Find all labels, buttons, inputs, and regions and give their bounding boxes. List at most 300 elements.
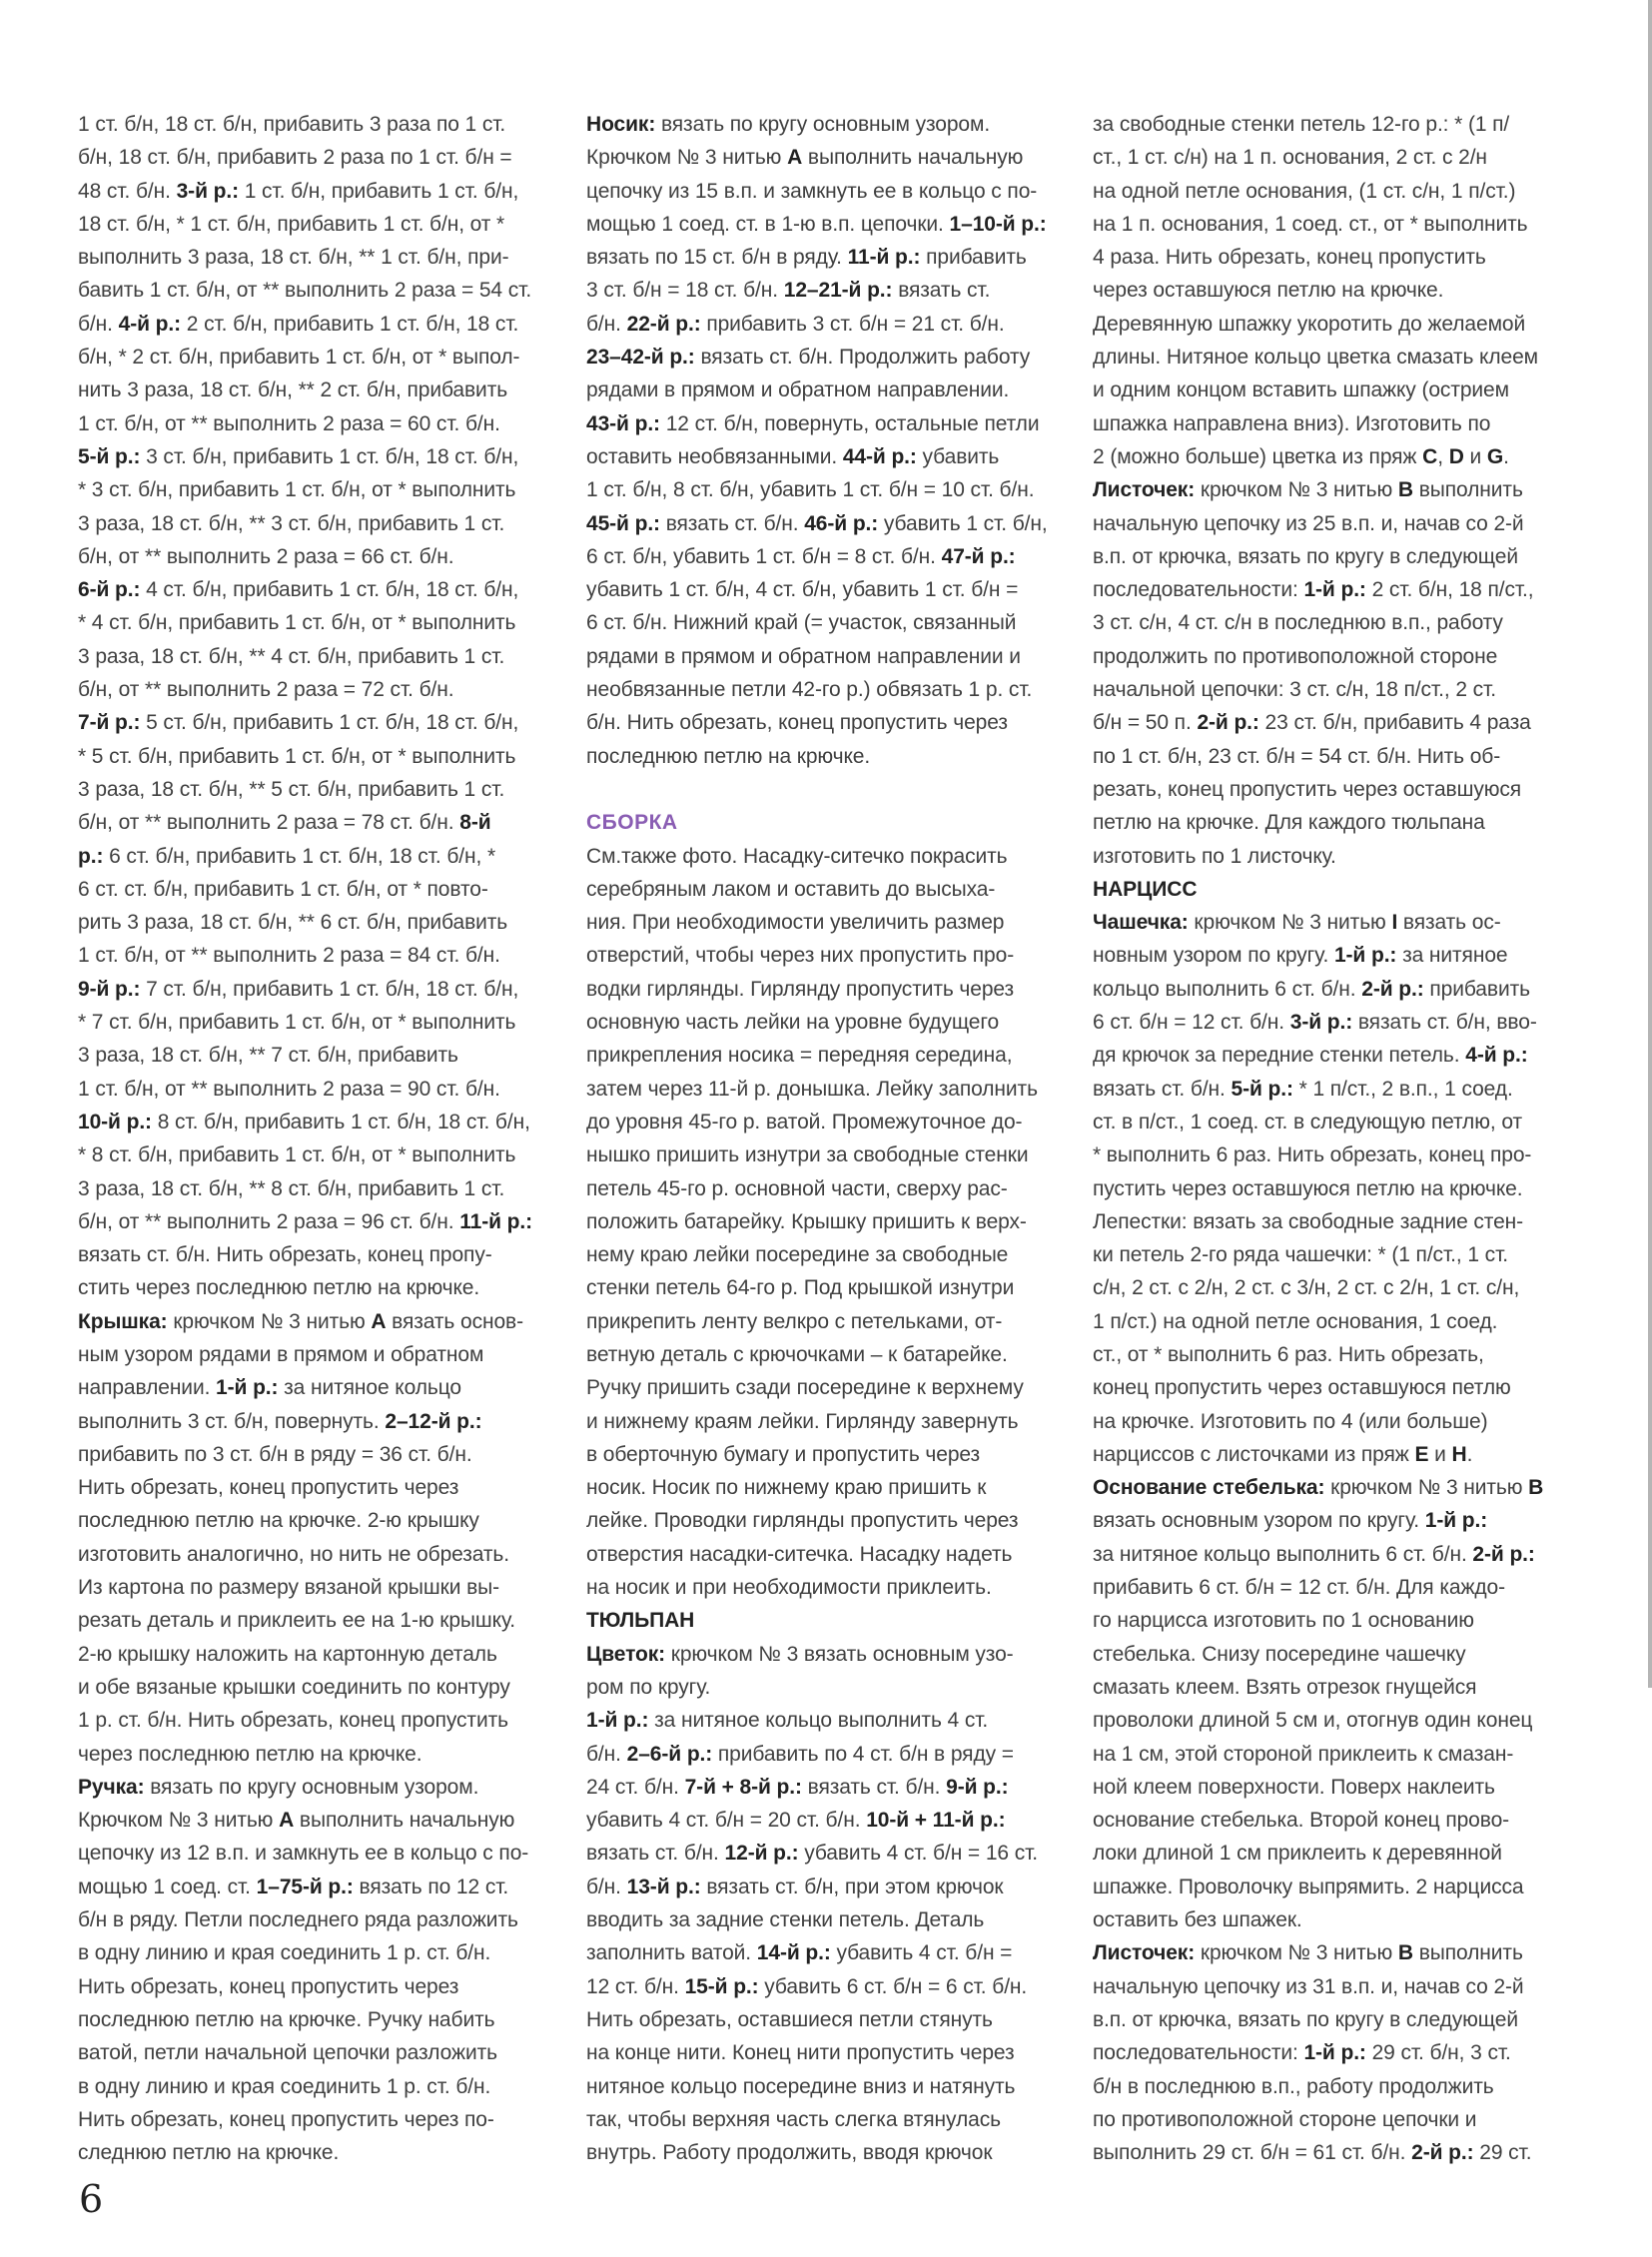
body-text: 3 раза, 18 ст. б/н, ** 8 ст. б/н, прибавить 1 ст. <box>78 1176 505 1200</box>
body-text: б/н, от ** выполнить 2 раза = 72 ст. б/н. <box>78 678 454 702</box>
body-text: лейке. Проводки гирлянды пропустить через <box>586 1509 1019 1533</box>
body-text: последовательности: <box>1093 578 1304 602</box>
body-text: крючком № 3 нитью <box>1324 1476 1529 1500</box>
text-line <box>586 2070 1076 2103</box>
text-line <box>78 2070 567 2103</box>
bold-label: 3-й р.: <box>176 179 239 203</box>
text-line <box>586 274 1076 307</box>
text-line <box>78 274 567 307</box>
bold-label: 5-й р.: <box>78 444 141 468</box>
body-text: на крючке. Изготовить по 4 (или больше) <box>1093 1409 1488 1433</box>
body-text: 24 ст. б/н. <box>586 1775 685 1799</box>
bold-label: 11-й р.: <box>847 246 921 270</box>
bold-label: 12–21-й р.: <box>783 279 893 303</box>
body-text: Ручку пришить сзади посередине к верхнему <box>586 1376 1024 1400</box>
text-line <box>1093 1073 1582 1106</box>
body-text: вязать по 12 ст. <box>353 1875 509 1898</box>
text-line <box>78 1039 567 1072</box>
body-text: б/н в ряду. Петли последнего ряда разложить <box>78 1908 518 1932</box>
body-text: вязать ст. б/н, при этом крючок <box>700 1875 1004 1898</box>
text-line <box>586 806 1076 839</box>
body-text: 4 ст. б/н, прибавить 1 ст. б/н, 18 ст. б/н, <box>140 578 519 602</box>
body-text: последнюю петлю на крючке. 2-ю крышку <box>78 1509 479 1533</box>
bold-label: A <box>371 1309 387 1333</box>
body-text: Нить обрезать, конец пропустить через <box>78 1974 459 1998</box>
section-heading: СБОРКА <box>586 811 678 835</box>
bold-label: 1-й р.: <box>1303 2041 1366 2065</box>
text-line <box>1093 1936 1582 1969</box>
text-line <box>586 973 1076 1006</box>
text-line <box>586 673 1076 706</box>
body-text: 4 раза. Нить обрезать, конец пропустить <box>1093 246 1486 270</box>
text-line <box>586 740 1076 773</box>
body-text: 3 ст. б/н = 18 ст. б/н. <box>586 279 784 303</box>
body-text: до уровня 45-го р. ватой. Промежуточное до- <box>586 1110 1023 1133</box>
text-line <box>586 573 1076 606</box>
body-text: последнюю петлю на крючке. <box>586 744 871 768</box>
body-text: ки петель 2-го ряда чашечки: * (1 п/ст., 1 ст. <box>1093 1243 1508 1267</box>
text-line <box>78 773 567 806</box>
bold-label: Листочек: <box>1093 478 1196 502</box>
body-text: продолжить по противоположной стороне <box>1093 644 1498 668</box>
body-text: и <box>1428 1442 1452 1466</box>
body-text: выполнить 29 ст. б/н = 61 ст. б/н. <box>1093 2141 1412 2165</box>
body-text: прибавить по 4 ст. б/н в ряду = <box>712 1742 1014 1766</box>
body-text: петель 45-го р. основной части, сверху рас- <box>586 1176 1008 1200</box>
bold-label: Чашечка: <box>1093 911 1189 935</box>
bold-label: C <box>1422 444 1438 468</box>
bold-label: B <box>1397 1941 1413 1965</box>
text-line <box>586 2136 1076 2169</box>
text-line <box>78 241 567 274</box>
text-line <box>1093 2070 1582 2103</box>
body-text: отверстий, чтобы через них пропустить про- <box>586 944 1015 968</box>
text-line <box>1093 108 1582 141</box>
text-line <box>1093 973 1582 1006</box>
body-text: рядами в прямом и обратном направлении. <box>586 378 1010 402</box>
body-text: б/н. <box>586 1742 627 1766</box>
bold-label: НАРЦИСС <box>1093 877 1198 901</box>
bold-label: 13-й р.: <box>626 1875 701 1898</box>
text-line <box>586 1837 1076 1870</box>
body-text: убавить 1 ст. б/н, <box>878 511 1048 535</box>
body-text: 3 раза, 18 ст. б/н, ** 3 ст. б/н, прибавить 1 ст. <box>78 511 505 535</box>
body-text: Нить обрезать, конец пропустить через по- <box>78 2107 494 2131</box>
text-line <box>1093 673 1582 706</box>
body-text: 5 ст. б/н, прибавить 1 ст. б/н, 18 ст. б/н, <box>140 711 519 735</box>
bold-label: 2-й р.: <box>1411 2141 1474 2165</box>
body-text: в оберточную бумагу и пропустить через <box>586 1442 981 1466</box>
body-text: ния. При необходимости увеличить размер <box>586 911 1005 935</box>
text-line <box>1093 341 1582 374</box>
text-line <box>1093 1704 1582 1737</box>
text-line <box>586 175 1076 208</box>
text-column-middle <box>586 108 1076 2169</box>
body-text: Крючком № 3 нитью <box>586 146 788 170</box>
text-line <box>1093 1106 1582 1138</box>
body-text: вязать ст. б/н. Нить обрезать, конец пропу- <box>78 1243 492 1267</box>
body-text: крючком № 3 нитью <box>1195 1941 1398 1965</box>
body-text: крючком № 3 нитью <box>167 1309 372 1333</box>
text-line <box>586 1039 1076 1072</box>
text-line <box>1093 308 1582 341</box>
text-line <box>1093 407 1582 440</box>
text-line <box>78 108 567 141</box>
text-line <box>1093 706 1582 739</box>
bold-label: 23–42-й р.: <box>586 346 695 370</box>
body-text: прикрепления носика = передняя середина, <box>586 1044 1013 1068</box>
bold-label: 1-й р.: <box>586 1709 649 1733</box>
body-text: См.также фото. Насадку-ситечко покрасить <box>586 844 1008 868</box>
text-line <box>586 1638 1076 1671</box>
text-line <box>1093 440 1582 473</box>
bold-label: 2-й р.: <box>1361 977 1424 1001</box>
body-text: на конце нити. Конец нити пропустить через <box>586 2041 1015 2065</box>
body-text: 7 ст. б/н, прибавить 1 ст. б/н, 18 ст. б/н, <box>140 977 519 1001</box>
body-text: . <box>1466 1442 1473 1466</box>
text-line <box>78 1738 567 1771</box>
body-text: Крючком № 3 нитью <box>78 1809 280 1833</box>
text-line <box>586 1871 1076 1903</box>
body-text: вязать ст. б/н, вво- <box>1352 1011 1537 1035</box>
text-line <box>1093 640 1582 673</box>
body-text: в.п. от крючка, вязать по кругу в следующей <box>1093 2007 1518 2031</box>
text-line <box>1093 1903 1582 1936</box>
text-line <box>1093 1604 1582 1637</box>
text-line <box>1093 2103 1582 2136</box>
text-line <box>1093 274 1582 307</box>
text-line <box>1093 1405 1582 1438</box>
text-line <box>1093 2003 1582 2036</box>
text-line <box>78 1106 567 1138</box>
body-text: серебряным лаком и оставить до высыха- <box>586 877 996 901</box>
text-line <box>1093 1538 1582 1571</box>
bold-label: 9-й р.: <box>946 1775 1009 1799</box>
body-text: * 4 ст. б/н, прибавить 1 ст. б/н, от * выполнить <box>78 611 516 635</box>
text-line <box>78 1504 567 1537</box>
bold-label: 11-й р.: <box>459 1209 533 1233</box>
body-text: нышко пришить изнутри за свободные стенки <box>586 1143 1029 1167</box>
body-text: 3 раза, 18 ст. б/н, ** 5 ст. б/н, прибавить 1 ст. <box>78 777 505 801</box>
text-line <box>586 241 1076 274</box>
body-text: вязать основ- <box>386 1309 523 1333</box>
body-text: нарциссов с листочками из пряж <box>1093 1442 1415 1466</box>
bold-label: Крышка: <box>78 1309 168 1333</box>
body-text: по 1 ст. б/н, 23 ст. б/н = 54 ст. б/н. Нить об- <box>1093 744 1501 768</box>
text-line <box>586 1238 1076 1271</box>
text-line <box>586 1271 1076 1304</box>
text-line <box>78 1371 567 1404</box>
body-text: кольцо выполнить 6 ст. б/н. <box>1093 977 1362 1001</box>
text-line <box>78 473 567 506</box>
text-line <box>78 2103 567 2136</box>
text-line <box>78 573 567 606</box>
body-text: 12 ст. б/н. <box>586 1974 685 1998</box>
text-line <box>78 1338 567 1371</box>
body-text: выполнить 3 раза, 18 ст. б/н, ** 1 ст. б/н, при- <box>78 246 509 270</box>
bold-label: 15-й р.: <box>684 1974 759 1998</box>
text-line <box>1093 773 1582 806</box>
text-line <box>1093 840 1582 873</box>
bold-label: 44-й р.: <box>842 444 917 468</box>
text-line <box>1093 175 1582 208</box>
text-line <box>78 740 567 773</box>
text-line <box>78 175 567 208</box>
text-line <box>78 1538 567 1571</box>
body-text: 3 ст. с/н, 4 ст. с/н в последнюю в.п., работу <box>1093 611 1503 635</box>
body-text: 1 п/ст.) на одной петле основания, 1 соед. <box>1093 1309 1498 1333</box>
body-text: Нить обрезать, оставшиеся петли стянуть <box>586 2007 993 2031</box>
text-line <box>78 1903 567 1936</box>
text-line <box>586 1338 1076 1371</box>
body-text: ным узором рядами в прямом и обратном <box>78 1342 484 1366</box>
body-text: шпажка направлена вниз). Изготовить по <box>1093 411 1491 435</box>
bold-label: 14-й р.: <box>756 1941 831 1965</box>
body-text: 29 ст. б/н, 3 ст. <box>1365 2041 1511 2065</box>
body-text: * выполнить 6 раз. Нить обрезать, конец про- <box>1093 1143 1532 1167</box>
body-text: ветную деталь с крючочками – к батарейке. <box>586 1342 1008 1366</box>
text-line <box>586 906 1076 939</box>
bold-label: 1-й р.: <box>1333 944 1397 968</box>
body-text: цепочку из 12 в.п. и замкнуть ее в кольцо с по- <box>78 1842 529 1866</box>
body-text: и обе вязаные крышки соединить по контуру <box>78 1675 510 1699</box>
body-text: б/н. <box>586 1875 627 1898</box>
text-line <box>586 1438 1076 1471</box>
body-text: изготовить по 1 листочку. <box>1093 844 1336 868</box>
bold-label: 1-й р.: <box>1424 1509 1488 1533</box>
bold-label: 9-й р.: <box>78 977 141 1001</box>
body-text: нему краю лейки посередине за свободные <box>586 1243 1009 1267</box>
bold-label: 1–10-й р.: <box>949 212 1047 236</box>
text-line <box>586 1903 1076 1936</box>
text-line <box>1093 1638 1582 1671</box>
body-text: ст. в п/ст., 1 соед. ст. в следующую петлю, от <box>1093 1110 1522 1133</box>
body-text: цепочку из 15 в.п. и замкнуть ее в кольцо с по- <box>586 179 1038 203</box>
text-line <box>586 640 1076 673</box>
body-text: конец пропустить через оставшуюся петлю <box>1093 1376 1511 1400</box>
body-text: нить 3 раза, 18 ст. б/н, ** 2 ст. б/н, прибавить <box>78 378 508 402</box>
body-text: Лепестки: вязать за свободные задние стен- <box>1093 1209 1524 1233</box>
body-text: в одну линию и края соединить 1 р. ст. б/н. <box>78 1941 491 1965</box>
text-line <box>1093 507 1582 540</box>
text-line <box>1093 1271 1582 1304</box>
text-line <box>78 1238 567 1271</box>
body-text: 12 ст. б/н, повернуть, остальные петли <box>659 411 1040 435</box>
body-text: последнюю петлю на крючке. Ручку набить <box>78 2007 495 2031</box>
body-text: выполнить начальную <box>294 1809 515 1833</box>
text-line <box>78 939 567 972</box>
body-text: на 1 п. основания, 1 соед. ст., от * выполнить <box>1093 212 1528 236</box>
text-line <box>1093 1039 1582 1072</box>
body-text: убавить 4 ст. б/н = 16 ст. <box>798 1842 1039 1866</box>
text-line <box>1093 1471 1582 1504</box>
body-text: вязать по кругу основным узором. <box>655 113 991 136</box>
text-line <box>1093 1338 1582 1371</box>
body-text: следнюю петлю на крючке. <box>78 2141 340 2165</box>
body-text: смазать клеем. Взять отрезок гнущейся <box>1093 1675 1477 1699</box>
text-line <box>1093 2136 1582 2169</box>
body-text: 6 ст. ст. б/н, прибавить 1 ст. б/н, от * повто- <box>78 877 488 901</box>
body-text: убавить 1 ст. б/н, 4 ст. б/н, убавить 1 ст. б/н = <box>586 578 1019 602</box>
body-text: б/н. <box>78 312 119 336</box>
text-line <box>78 1438 567 1471</box>
body-text: 3 раза, 18 ст. б/н, ** 7 ст. б/н, прибавить <box>78 1044 458 1068</box>
text-line <box>1093 540 1582 573</box>
bold-label: B <box>1397 478 1413 502</box>
bold-label: 1–75-й р.: <box>256 1875 354 1898</box>
body-text: резать, конец пропустить через оставшуюся <box>1093 777 1522 801</box>
text-line <box>78 806 567 839</box>
body-text: * 1 п/ст., 2 в.п., 1 соед. <box>1292 1077 1513 1101</box>
text-line <box>1093 1837 1582 1870</box>
body-text: крючком № 3 вязать основным узо- <box>665 1642 1014 1666</box>
body-text: и нижнему краям лейки. Гирлянду завернуть <box>586 1409 1019 1433</box>
text-line <box>586 1172 1076 1205</box>
bold-label: 2–12-й р.: <box>385 1409 482 1433</box>
body-text: в.п. от крючка, вязать по кругу в следующей <box>1093 544 1518 568</box>
text-line <box>1093 906 1582 939</box>
text-line <box>1093 1371 1582 1404</box>
body-text: 1 ст. б/н, от ** выполнить 2 раза = 90 ст. б/н. <box>78 1077 500 1101</box>
text-line <box>78 640 567 673</box>
body-text: 2 ст. б/н, 18 п/ст., <box>1365 578 1534 602</box>
text-line <box>586 873 1076 906</box>
text-line <box>586 840 1076 873</box>
text-line <box>78 374 567 406</box>
bold-label: A <box>279 1809 295 1833</box>
body-text: 23 ст. б/н, прибавить 4 раза <box>1258 711 1531 735</box>
text-line <box>586 374 1076 406</box>
text-line <box>1093 1970 1582 2003</box>
text-line <box>586 308 1076 341</box>
body-text: последовательности: <box>1093 2041 1304 2065</box>
text-line <box>78 1804 567 1837</box>
body-text: * 3 ст. б/н, прибавить 1 ст. б/н, от * выполнить <box>78 478 516 502</box>
page-number: 6 <box>79 2177 104 2221</box>
bold-label: 2-й р.: <box>1472 1542 1535 1566</box>
text-line <box>1093 1771 1582 1804</box>
text-line <box>586 1804 1076 1837</box>
body-text: прикрепить ленту велкро с петельками, от- <box>586 1309 1003 1333</box>
body-text: за нитяное кольцо <box>278 1376 462 1400</box>
text-line <box>1093 1238 1582 1271</box>
bold-label: 46-й р.: <box>804 511 879 535</box>
text-line <box>78 1006 567 1039</box>
text-line <box>78 1771 567 1804</box>
body-text: 48 ст. б/н. <box>78 179 177 203</box>
bold-label: 43-й р.: <box>586 411 660 435</box>
text-line <box>78 840 567 873</box>
body-text: б/н, от ** выполнить 2 раза = 96 ст. б/н. <box>78 1209 460 1233</box>
body-text: выполнить 3 ст. б/н, повернуть. <box>78 1409 386 1433</box>
text-line <box>78 1271 567 1304</box>
text-line <box>1093 1006 1582 1039</box>
text-line <box>586 706 1076 739</box>
body-text: так, чтобы верхняя часть слегка втянулась <box>586 2107 1001 2131</box>
body-text: вязать ст. <box>892 279 991 303</box>
text-line <box>586 1936 1076 1969</box>
text-line <box>1093 939 1582 972</box>
text-line <box>78 1172 567 1205</box>
text-line <box>586 1604 1076 1637</box>
text-line <box>586 2036 1076 2069</box>
body-text: 1 ст. б/н, 8 ст. б/н, убавить 1 ст. б/н = 10 ст. б/н. <box>586 478 1035 502</box>
text-line <box>586 2103 1076 2136</box>
bold-label: р.: <box>78 844 104 868</box>
text-line <box>586 1471 1076 1504</box>
text-line <box>586 2003 1076 2036</box>
body-text: 1 ст. б/н, 18 ст. б/н, прибавить 3 раза по 1 ст. <box>78 113 506 136</box>
text-line <box>586 1106 1076 1138</box>
text-line <box>78 1638 567 1671</box>
body-text: 3 ст. б/н, прибавить 1 ст. б/н, 18 ст. б/н, <box>140 444 519 468</box>
text-line <box>586 1405 1076 1438</box>
body-text: оставить необвязанными. <box>586 444 843 468</box>
text-line <box>78 2036 567 2069</box>
text-line <box>1093 1871 1582 1903</box>
bold-label: ТЮЛЬПАН <box>586 1609 695 1633</box>
body-text: длины. Нитяное кольцо цветка смазать клеем <box>1093 346 1539 370</box>
bold-label: I <box>1391 911 1398 935</box>
text-line <box>1093 1504 1582 1537</box>
text-line <box>1093 2036 1582 2069</box>
body-text: положить батарейку. Крышку пришить к верх- <box>586 1209 1027 1233</box>
body-text: б/н в последнюю в.п., работу продолжить <box>1093 2074 1494 2098</box>
text-line <box>1093 241 1582 274</box>
body-text: 29 ст. <box>1473 2141 1532 2165</box>
bold-label: 3-й р.: <box>1289 1011 1353 1035</box>
text-line <box>586 440 1076 473</box>
body-text: необвязанные петли 42-го р.) обвязать 1 р. ст. <box>586 678 1033 702</box>
text-line <box>586 1738 1076 1771</box>
body-text: за свободные стенки петель 12-го р.: * (1 п/ <box>1093 113 1510 136</box>
text-line <box>586 1504 1076 1537</box>
body-text: пустить через оставшуюся петлю на крючке. <box>1093 1176 1523 1200</box>
body-text: 1 ст. б/н, от ** выполнить 2 раза = 84 ст. б/н. <box>78 944 500 968</box>
body-text: и одним концом вставить шпажку (острием <box>1093 378 1509 402</box>
bold-label: 5-й р.: <box>1231 1077 1293 1101</box>
body-text: основание стебелька. Второй конец прово- <box>1093 1809 1510 1833</box>
body-text: выполнить <box>1412 478 1523 502</box>
text-line <box>1093 740 1582 773</box>
text-line <box>1093 873 1582 906</box>
bold-label: E <box>1414 1442 1429 1466</box>
text-line <box>1093 141 1582 174</box>
bold-label: 47-й р.: <box>941 544 1016 568</box>
text-line <box>1093 806 1582 839</box>
body-text: мощью 1 соед. ст. в 1-ю в.п. цепочки. <box>586 212 950 236</box>
body-text: начальную цепочку из 31 в.п. и, начав со 2-й <box>1093 1974 1524 1998</box>
body-text: по противоположной стороне цепочки и <box>1093 2107 1477 2131</box>
body-text: водки гирлянды. Гирлянду пропустить через <box>586 977 1015 1001</box>
text-line <box>586 341 1076 374</box>
body-text: убавить <box>916 444 1000 468</box>
body-text: вязать по 15 ст. б/н в ряду. <box>586 246 848 270</box>
body-text: убавить 4 ст. б/н = <box>830 1941 1013 1965</box>
bold-label: 22-й р.: <box>626 312 701 336</box>
body-text: выполнить <box>1412 1941 1523 1965</box>
text-line <box>78 540 567 573</box>
text-line <box>586 773 1076 806</box>
body-text: б/н, от ** выполнить 2 раза = 78 ст. б/н. <box>78 811 460 835</box>
body-text: крючком № 3 нитью <box>1195 478 1398 502</box>
text-line <box>78 1604 567 1637</box>
body-text: стить через последнюю петлю на крючке. <box>78 1276 480 1300</box>
text-line <box>78 1671 567 1704</box>
body-text: б/н, от ** выполнить 2 раза = 66 ст. б/н. <box>78 544 454 568</box>
text-line <box>78 2136 567 2169</box>
body-text: через последнюю петлю на крючке. <box>78 1742 422 1766</box>
